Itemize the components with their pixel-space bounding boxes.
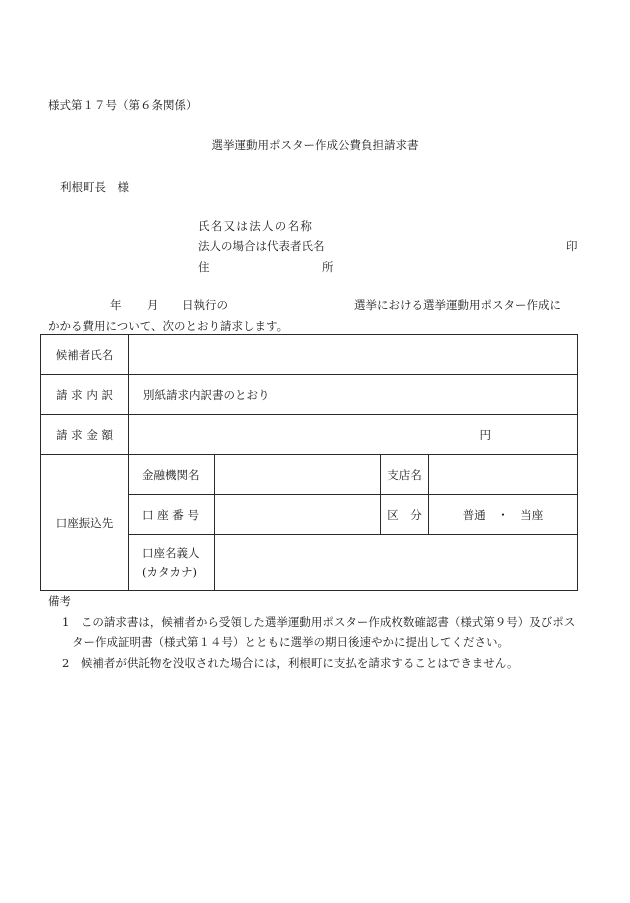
applicant-address-label-left: 住 bbox=[198, 260, 210, 274]
request-amount-field[interactable] bbox=[129, 415, 578, 455]
intro-day: 日執行の bbox=[182, 298, 228, 312]
account-type-options[interactable]: 普通 ・ 当座 bbox=[429, 495, 578, 535]
intro-line-2: かかる費用について、次のとおり請求します。 bbox=[48, 319, 289, 333]
intro-year: 年 bbox=[110, 298, 122, 312]
account-type-label: 区 分 bbox=[381, 495, 429, 535]
transfer-account-label: 口座振込先 bbox=[41, 455, 129, 591]
intro-middle-text: 選挙における選挙運動用ポスター作成に bbox=[354, 298, 561, 312]
bank-name-field[interactable] bbox=[215, 455, 381, 495]
account-holder-label-line1: 口座名義人 bbox=[142, 545, 200, 560]
request-details-label: 請 求 内 訳 bbox=[41, 375, 129, 415]
request-amount-label: 請 求 金 額 bbox=[41, 415, 129, 455]
document-title: 選挙運動用ポスター作成公費負担請求書 bbox=[211, 138, 419, 152]
row-amount bbox=[41, 415, 578, 455]
note-2: 2 候補者が供託物を没収された場合には，利根町に支払を請求することはできません。 bbox=[62, 656, 519, 670]
account-holder-label bbox=[129, 535, 215, 591]
row-bank bbox=[41, 455, 578, 495]
account-holder-label-line2: (カタカナ) bbox=[142, 564, 197, 579]
applicant-name-label: 氏名又は法人の名称 bbox=[198, 219, 314, 233]
row-details bbox=[41, 375, 578, 415]
account-number-field[interactable] bbox=[215, 495, 381, 535]
branch-field[interactable] bbox=[429, 455, 578, 495]
addressee: 利根町長 様 bbox=[60, 180, 129, 194]
applicant-address-label-right: 所 bbox=[322, 260, 334, 274]
yen-unit: 円 bbox=[479, 427, 491, 442]
form-number: 様式第１７号（第６条関係） bbox=[48, 98, 198, 112]
account-number-label: 口 座 番 号 bbox=[129, 495, 215, 535]
candidate-name-field[interactable] bbox=[129, 335, 578, 375]
branch-label: 支店名 bbox=[381, 455, 429, 495]
account-holder-field[interactable] bbox=[215, 535, 578, 591]
note-1-line-1: 1 この請求書は，候補者から受領した選挙運動用ポスター作成枚数確認書（様式第９号）及びポス bbox=[62, 615, 576, 629]
request-details-value: 別紙請求内訳書のとおり bbox=[129, 375, 578, 415]
request-table bbox=[40, 334, 578, 591]
intro-month: 月 bbox=[147, 298, 159, 312]
notes-heading: 備考 bbox=[48, 594, 71, 608]
note-1-line-2: ター作成証明書（様式第１４号）とともに選挙の期日後速やかに提出してください。 bbox=[72, 635, 509, 649]
bank-name-label: 金融機関名 bbox=[129, 455, 215, 495]
row-candidate bbox=[41, 335, 578, 375]
candidate-name-label: 候補者氏名 bbox=[41, 335, 129, 375]
applicant-representative-label: 法人の場合は代表者氏名 bbox=[198, 239, 325, 253]
seal-mark: 印 bbox=[566, 239, 578, 253]
